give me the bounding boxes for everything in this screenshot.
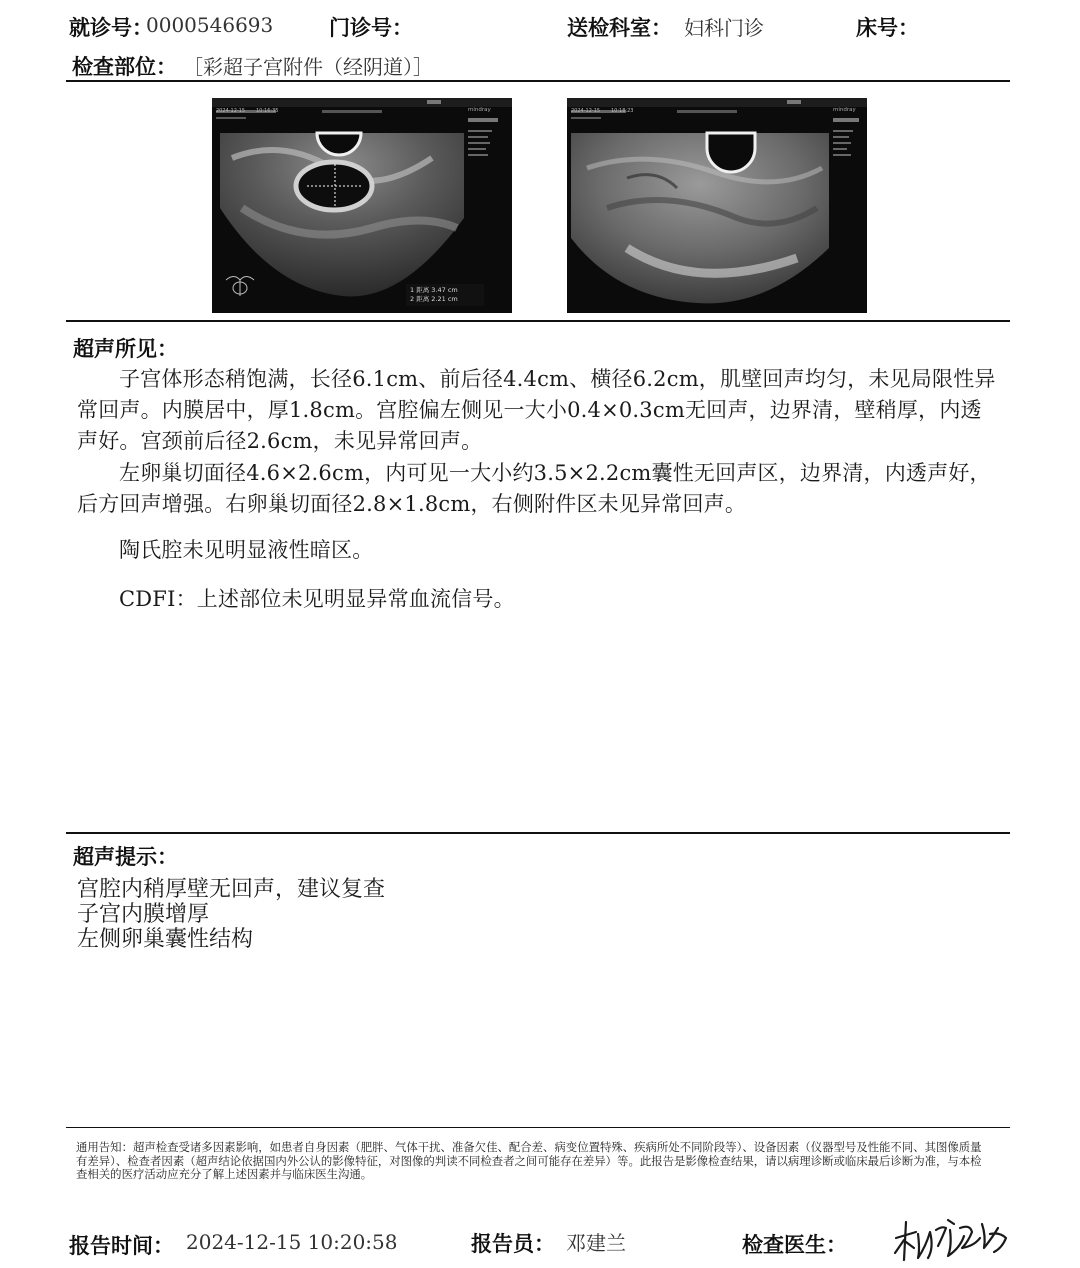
impression-line-3: 左侧卵巢囊性结构 [77, 927, 254, 952]
exam-site-label: 检查部位： [72, 55, 177, 79]
measurement-value: 2.21 cm [431, 295, 458, 303]
header-divider [66, 80, 1010, 82]
ultrasound-scan-1 [212, 98, 512, 313]
findings-paragraph-ovaries: 左卵巢切面径4.6×2.6cm，内可见一大小约3.5×2.2cm囊性无回声区，边界清，内透声好，后方回声增强。右卵巢切面径2.8×1.8cm，右侧附件区未见异常回声。 [77, 461, 991, 516]
reporter-label: 报告员： [471, 1232, 555, 1256]
visit-no-value: 0000546693 [146, 13, 274, 37]
measurement-index: 2 [410, 295, 415, 303]
outpatient-no-label: 门诊号： [329, 16, 413, 40]
department-value: 妇科门诊 [684, 16, 764, 40]
measurement-value: 3.47 cm [431, 286, 458, 294]
measurement-name: 距离 [416, 295, 430, 303]
report-time-label: 报告时间： [69, 1234, 174, 1258]
doctor-signature [890, 1208, 1020, 1264]
exam-site-value: ［彩超子宫附件（经阴道）］ [183, 55, 433, 79]
signature-icon [890, 1208, 1020, 1264]
scan-date: 2024-12-15 [216, 108, 246, 114]
scan-date: 2024-12-15 [571, 108, 601, 114]
impression-line-2: 子宫内膜增厚 [77, 902, 210, 927]
findings-title: 超声所见： [73, 337, 178, 361]
measurement-index: 1 [410, 286, 415, 294]
measurement-row-2 [410, 295, 480, 304]
bed-label: 床号： [856, 16, 919, 40]
findings-paragraph-douglas: 陶氏腔未见明显液性暗区。 [119, 538, 374, 562]
scan-time: 10:16:35 [256, 108, 279, 114]
findings-paragraph-cdfi: CDFI：上述部位未见明显异常血流信号。 [119, 587, 515, 611]
notice-divider [66, 1127, 1010, 1128]
findings-divider [66, 832, 1010, 834]
measurement-name: 距离 [416, 286, 430, 294]
visit-no-label: 就诊号： [69, 16, 153, 40]
general-notice: 通用告知：超声检查受诸多因素影响，如患者自身因素（肥胖、气体干扰、准备欠佳、配合差、病变位置特殊、疾病所处不同阶段等）、设备因素（仪器型号及性能不同、其图像质量有差异）、检查者因素（超声结论依据国内外公认的影像特征，对图像的判读不同检查者之间可能存在差异）等。此报告是影像检查结果，请以病理诊断或临床最后诊断为准，与本检查相关的医疗活动应充分了解上述因素并与临床医生沟通。 [76, 1140, 982, 1182]
doctor-label: 检查医生： [742, 1233, 847, 1257]
measurement-box [406, 284, 484, 306]
ultrasound-scan-2 [567, 98, 867, 313]
brand-label: mindray [833, 107, 856, 113]
brand-label: mindray [468, 107, 491, 113]
impression-title: 超声提示： [73, 845, 178, 869]
department-label: 送检科室： [567, 16, 672, 40]
measurement-row-1 [410, 286, 480, 295]
reporter-value: 邓建兰 [566, 1231, 626, 1255]
ultrasound-image-2 [567, 98, 867, 313]
ultrasound-image-1 [212, 98, 512, 313]
scan-time: 10:18:23 [611, 108, 634, 114]
report-time-value: 2024-12-15 10:20:58 [186, 1230, 398, 1254]
images-divider [66, 320, 1010, 322]
impression-line-1: 宫腔内稍厚壁无回声，建议复查 [77, 877, 386, 902]
findings-paragraph-uterus: 子宫体形态稍饱满，长径6.1cm、前后径4.4cm、横径6.2cm，肌壁回声均匀，未见局限性异常回声。内膜居中，厚1.8cm。宫腔偏左侧见一大小0.4×0.3cm无回声，边界清，壁稍厚，内透声好。宫颈前后径2.6cm，未见异常回声。 [77, 367, 996, 453]
